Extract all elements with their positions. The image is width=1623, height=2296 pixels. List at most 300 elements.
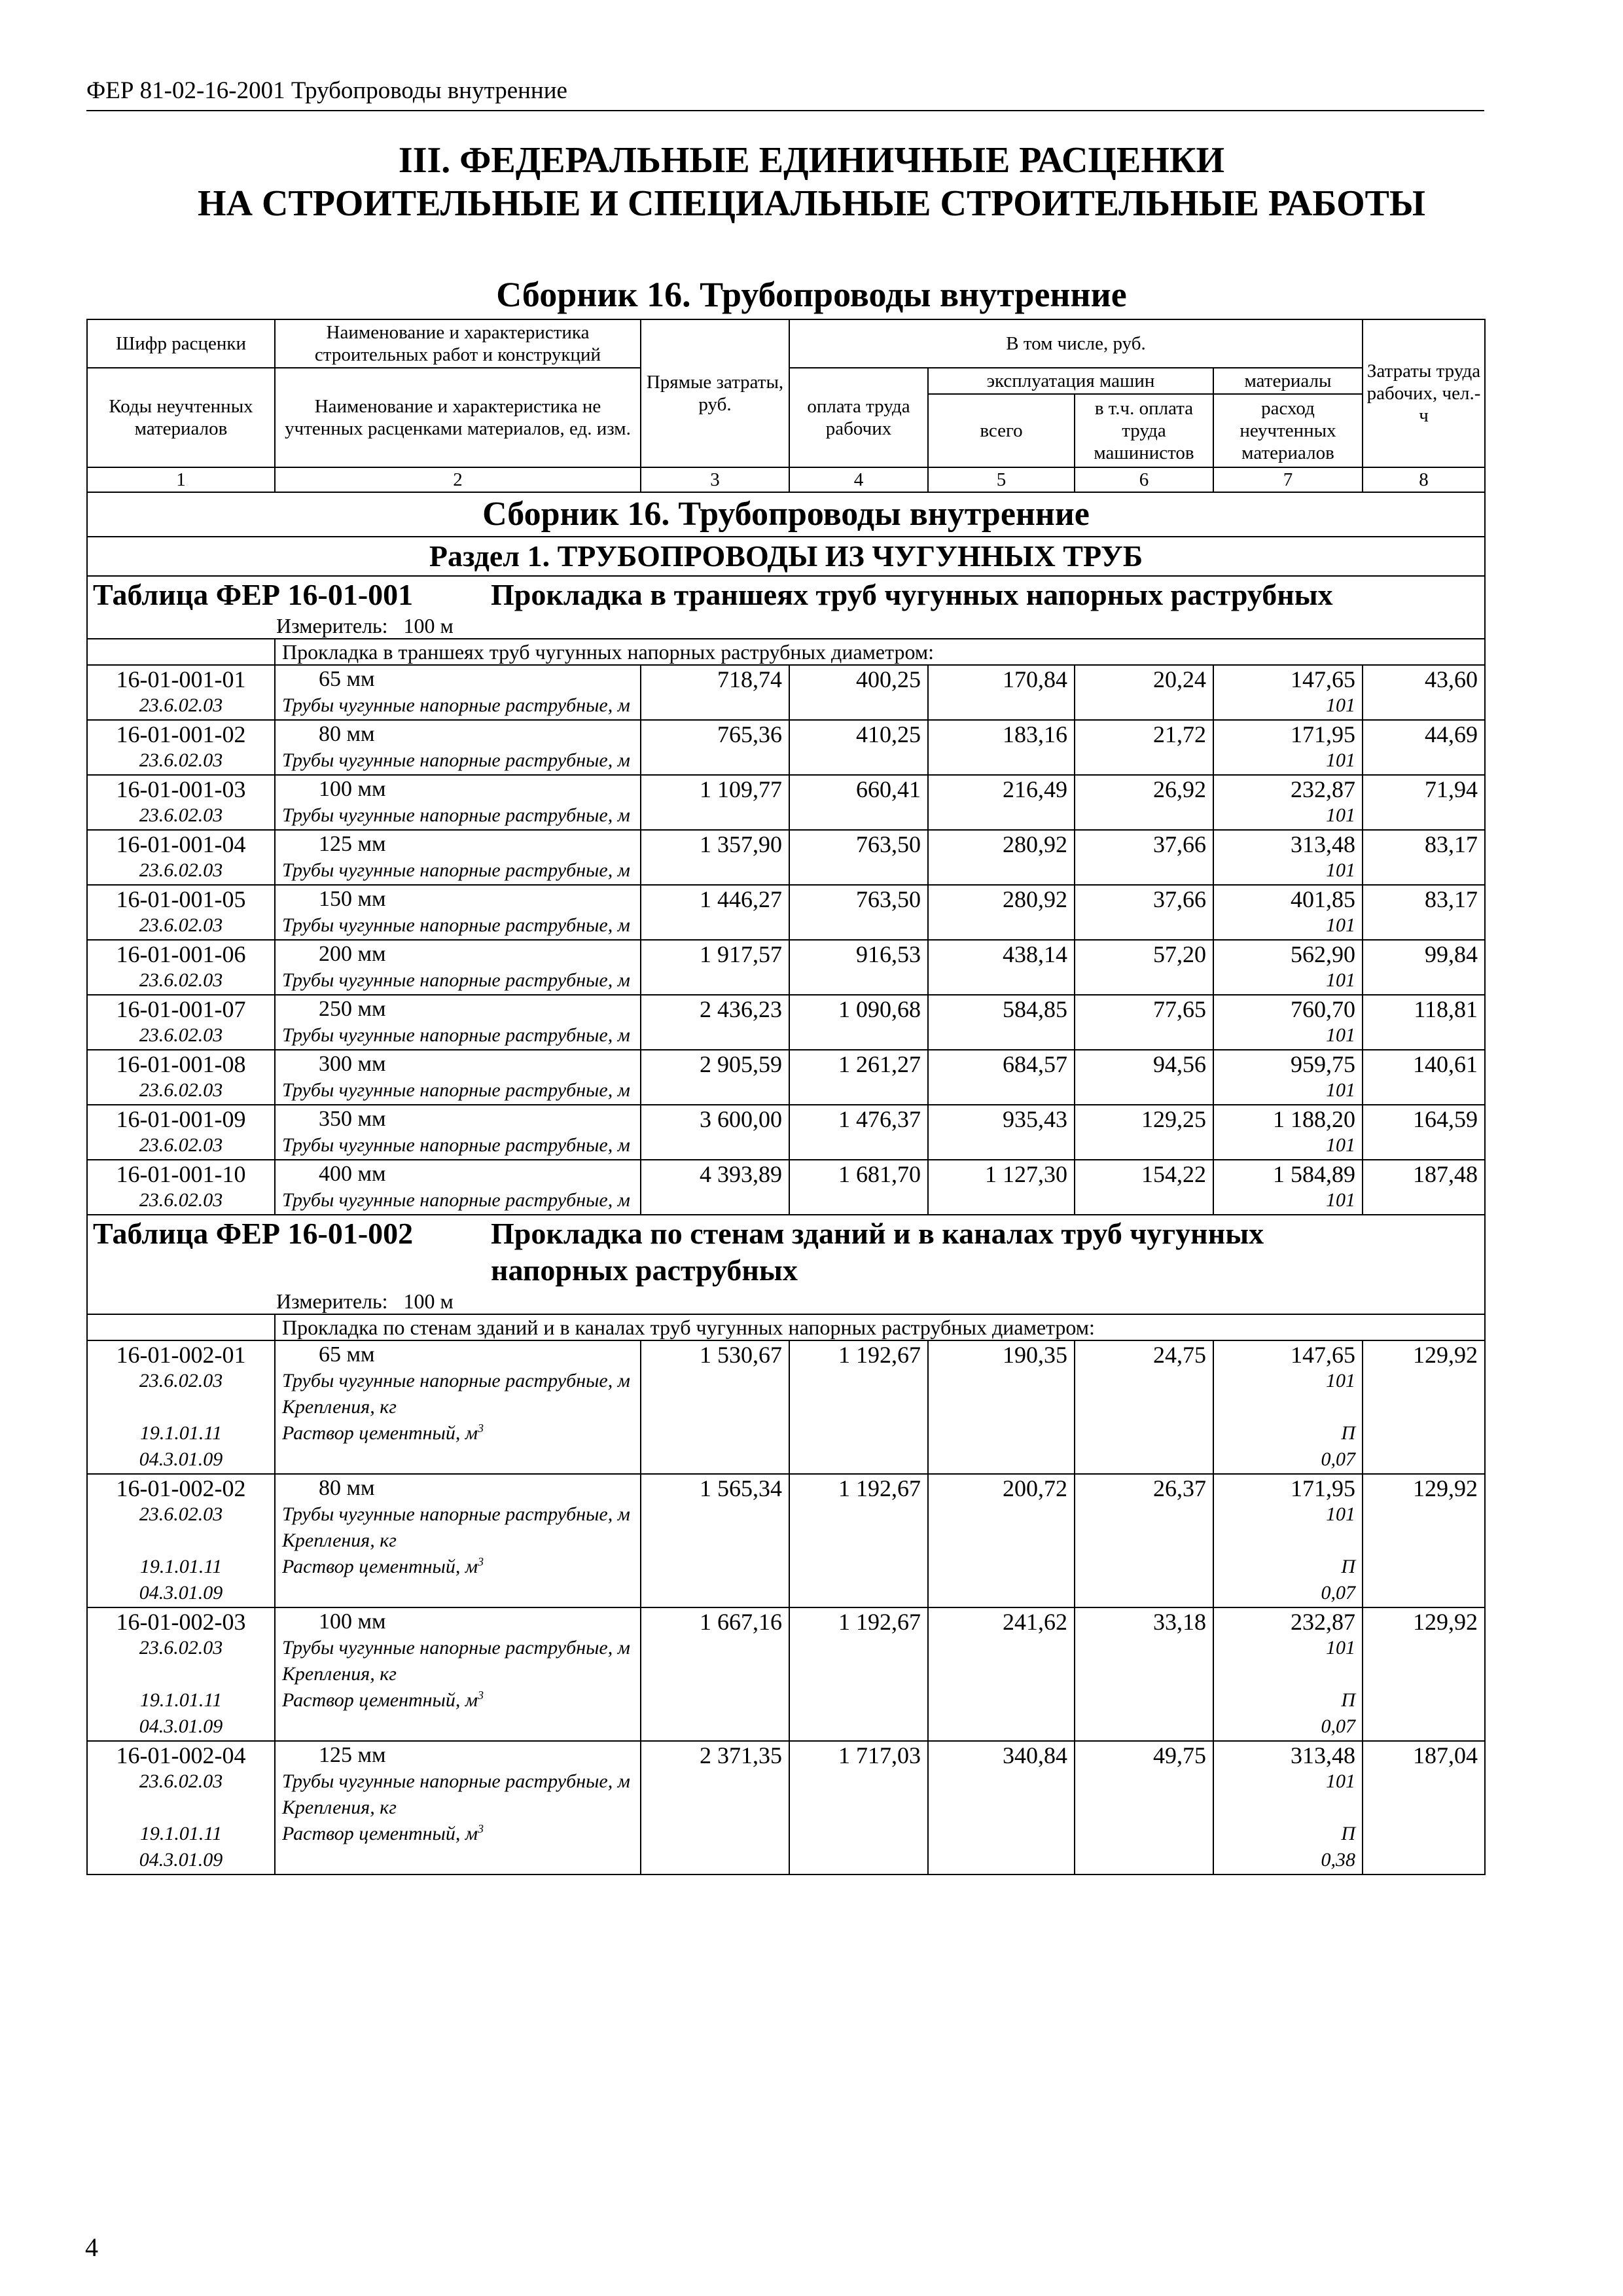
material-qty: 101 (1326, 1134, 1355, 1156)
rate-code-cell (87, 995, 275, 1050)
rate-name: 100 мм (319, 777, 386, 801)
rate-hours: 44,69 (1363, 720, 1485, 775)
material-code: 23.6.02.03 (139, 694, 223, 716)
material-code: 04.3.01.09 (139, 1715, 223, 1737)
material-name-text: Трубы чугунные напорные раструбные, м (282, 969, 630, 991)
rate-row (87, 995, 1485, 1050)
rate-name-cell (275, 830, 641, 885)
rate-mach: 935,43 (928, 1105, 1075, 1160)
page-title-line1: III. ФЕДЕРАЛЬНЫЕ ЕДИНИЧНЫЕ РАСЦЕНКИ (398, 140, 1225, 181)
rate-hours: 43,60 (1363, 665, 1485, 720)
rate-mach: 1 127,30 (928, 1160, 1075, 1215)
material-qty: П (1341, 1556, 1355, 1577)
material-code: 04.3.01.09 (139, 1849, 223, 1871)
material-code: 23.6.02.03 (139, 1370, 223, 1391)
rate-hours: 129,92 (1363, 1474, 1485, 1607)
material-name (282, 1022, 633, 1049)
table2-rows (87, 1340, 1485, 1874)
rate-materials-cell (1213, 995, 1363, 1050)
material-name (282, 1528, 633, 1554)
rate-name: 80 мм (319, 1476, 375, 1500)
rate-hours: 187,48 (1363, 1160, 1485, 1215)
rate-mat: 760,70 (1291, 996, 1355, 1022)
measure-label: Измеритель: (276, 614, 388, 637)
material-name-text: Трубы чугунные напорные раструбные, м (282, 749, 630, 771)
rate-mach: 584,85 (928, 995, 1075, 1050)
rate-mach: 438,14 (928, 940, 1075, 995)
material-code: 19.1.01.11 (139, 1556, 223, 1577)
material-name-text: Крепления, кг (282, 1396, 397, 1418)
material-qty: 101 (1326, 749, 1355, 771)
material-qty: 0,38 (1321, 1849, 1355, 1871)
material-name (282, 1368, 633, 1394)
header-machines: эксплуатация машин (928, 368, 1213, 394)
header-col1-bottom: Коды неучтенных материалов (87, 368, 275, 467)
table2-name: Прокладка по стенам зданий и в каналах труб чугунных напорных раструбных (491, 1217, 1264, 1287)
rate-name-cell (275, 1607, 641, 1741)
rate-mach-labor: 24,75 (1075, 1340, 1213, 1474)
rate-name-cell (275, 995, 641, 1050)
measure-label: Измеритель: (276, 1289, 388, 1313)
rate-hours: 129,92 (1363, 1340, 1485, 1474)
rate-direct: 1 357,90 (641, 830, 789, 885)
table2-measure-row (87, 1289, 1485, 1314)
material-code: 23.6.02.03 (139, 804, 223, 826)
material-unit-exponent: 3 (477, 1555, 484, 1568)
material-name-text: Крепления, кг (282, 1530, 397, 1551)
rate-mach-labor: 26,37 (1075, 1474, 1213, 1607)
material-qty: 101 (1326, 1637, 1355, 1659)
rate-code: 16-01-001-04 (116, 831, 246, 857)
material-code: 23.6.02.03 (139, 1770, 223, 1792)
rate-mach-labor: 154,22 (1075, 1160, 1213, 1215)
rate-hours: 187,04 (1363, 1741, 1485, 1874)
material-code: 23.6.02.03 (139, 859, 223, 881)
material-name-text: Раствор цементный, м (282, 1422, 478, 1444)
header-col1-top: Шифр расценки (87, 319, 275, 368)
rate-mach-labor: 26,92 (1075, 775, 1213, 830)
rate-code-cell (87, 885, 275, 940)
rate-mat: 1 188,20 (1273, 1106, 1355, 1132)
rate-direct: 1 917,57 (641, 940, 789, 995)
rate-mach: 340,84 (928, 1741, 1075, 1874)
rate-mach-labor: 77,65 (1075, 995, 1213, 1050)
material-name-text: Крепления, кг (282, 1663, 397, 1685)
rate-labor: 660,41 (789, 775, 928, 830)
rate-name-cell (275, 1474, 641, 1607)
rate-mat: 959,75 (1291, 1051, 1355, 1077)
rate-name: 200 мм (319, 942, 386, 966)
rates-table-wrapper (86, 319, 1484, 1875)
table1-prefix: Прокладка в траншеях труб чугунных напорных раструбных диаметром: (275, 639, 1485, 665)
header-col5: всего (928, 394, 1075, 467)
rate-name-cell (275, 1050, 641, 1105)
rate-code: 16-01-001-05 (116, 886, 246, 912)
rate-name: 350 мм (319, 1107, 386, 1131)
material-code: 23.6.02.03 (139, 1189, 223, 1211)
rate-row (87, 1105, 1485, 1160)
material-qty: 101 (1326, 804, 1355, 826)
material-qty: 0,07 (1321, 1448, 1355, 1470)
header-col4: оплата труда рабочих (789, 368, 928, 467)
material-name-text: Раствор цементный, м (282, 1823, 478, 1844)
rate-code-cell (87, 665, 275, 720)
rate-mat: 313,48 (1291, 831, 1355, 857)
table2-prefix-row (87, 1314, 1485, 1340)
rate-code-cell (87, 720, 275, 775)
column-number: 6 (1075, 467, 1213, 492)
material-name (282, 692, 633, 719)
rate-direct: 2 905,59 (641, 1050, 789, 1105)
material-code: 23.6.02.03 (139, 1079, 223, 1101)
table1-measure-row (87, 613, 1485, 639)
rate-code: 16-01-001-09 (116, 1106, 246, 1132)
material-unit-exponent: 3 (477, 1822, 484, 1835)
rate-labor: 763,50 (789, 830, 928, 885)
rate-hours: 83,17 (1363, 830, 1485, 885)
column-number: 7 (1213, 467, 1363, 492)
rate-name-cell (275, 1741, 641, 1874)
rate-direct: 4 393,89 (641, 1160, 789, 1215)
rate-name: 250 мм (319, 997, 386, 1021)
material-name-text: Раствор цементный, м (282, 1556, 478, 1577)
rate-direct: 3 600,00 (641, 1105, 789, 1160)
material-name (282, 802, 633, 829)
rate-name-cell (275, 1105, 641, 1160)
rate-materials-cell (1213, 1741, 1363, 1874)
material-qty: 101 (1326, 1370, 1355, 1391)
rate-labor: 916,53 (789, 940, 928, 995)
rate-materials-cell (1213, 665, 1363, 720)
rate-name: 150 мм (319, 887, 386, 911)
material-name-text: Трубы чугунные напорные раструбные, м (282, 1770, 630, 1792)
rate-direct: 1 109,77 (641, 775, 789, 830)
header-col2-top: Наименование и характеристика строительных работ и конструкций (275, 319, 641, 368)
material-unit-exponent: 3 (477, 1689, 484, 1702)
rate-name: 65 мм (319, 1342, 375, 1367)
rate-mach: 183,16 (928, 720, 1075, 775)
rate-mat: 562,90 (1291, 941, 1355, 967)
material-qty: 101 (1326, 1770, 1355, 1792)
material-name-text: Трубы чугунные напорные раструбные, м (282, 1079, 630, 1101)
rate-materials-cell (1213, 885, 1363, 940)
rate-hours: 118,81 (1363, 995, 1485, 1050)
material-qty: 101 (1326, 1079, 1355, 1101)
column-number: 1 (87, 467, 275, 492)
material-name-text: Трубы чугунные напорные раструбные, м (282, 1637, 630, 1659)
header-col2-bottom: Наименование и характеристика не учтенных расценками материалов, ед. изм. (275, 368, 641, 467)
material-code: 23.6.02.03 (139, 969, 223, 991)
rate-labor: 1 476,37 (789, 1105, 928, 1160)
rate-mach-labor: 94,56 (1075, 1050, 1213, 1105)
material-qty: 101 (1326, 1503, 1355, 1525)
rate-code-cell (87, 1607, 275, 1741)
material-name (282, 1554, 633, 1580)
material-name (282, 857, 633, 884)
material-name-text: Раствор цементный, м (282, 1689, 478, 1711)
rate-mat: 1 584,89 (1273, 1161, 1355, 1187)
rate-mach-labor: 33,18 (1075, 1607, 1213, 1741)
rate-hours: 164,59 (1363, 1105, 1485, 1160)
rate-materials-cell (1213, 1050, 1363, 1105)
rate-materials-cell (1213, 775, 1363, 830)
rate-mat: 147,65 (1291, 1342, 1355, 1368)
rate-name: 65 мм (319, 667, 375, 691)
rate-materials-cell (1213, 940, 1363, 995)
material-name-text: Трубы чугунные напорные раструбные, м (282, 1189, 630, 1211)
material-code: 19.1.01.11 (139, 1422, 223, 1444)
measure-value: 100 м (403, 1289, 454, 1313)
rate-materials-cell (1213, 830, 1363, 885)
material-name-text: Трубы чугунные напорные раструбные, м (282, 1024, 630, 1046)
rate-name: 400 мм (319, 1162, 386, 1186)
rates-table (86, 319, 1486, 1875)
rate-mach: 170,84 (928, 665, 1075, 720)
rate-labor: 1 261,27 (789, 1050, 928, 1105)
rate-code-cell (87, 1474, 275, 1607)
rate-mach-labor: 129,25 (1075, 1105, 1213, 1160)
measure-value: 100 м (403, 614, 454, 637)
material-name (282, 912, 633, 939)
rate-code: 16-01-001-02 (116, 721, 246, 747)
material-qty: 101 (1326, 1024, 1355, 1046)
rate-direct: 718,74 (641, 665, 789, 720)
running-header: ФЕР 81-02-16-2001 Трубопроводы внутренние (86, 77, 1484, 111)
table2-title-row (87, 1215, 1485, 1289)
rate-labor: 410,25 (789, 720, 928, 775)
material-name (282, 1635, 633, 1661)
table-header (87, 319, 1485, 492)
rate-mat: 232,87 (1291, 776, 1355, 802)
rate-name-cell (275, 1160, 641, 1215)
material-name-text: Трубы чугунные напорные раструбные, м (282, 1503, 630, 1525)
column-number: 4 (789, 467, 928, 492)
rate-mach: 241,62 (928, 1607, 1075, 1741)
rate-labor: 1 681,70 (789, 1160, 928, 1215)
section-headers (87, 492, 1485, 665)
rate-materials-cell (1213, 1340, 1363, 1474)
page-number: 4 (85, 2233, 98, 2262)
rate-code: 16-01-001-06 (116, 941, 246, 967)
material-name (282, 1661, 633, 1687)
material-qty: 101 (1326, 1189, 1355, 1211)
rate-mach: 280,92 (928, 830, 1075, 885)
page-title (0, 139, 1623, 225)
rate-mat: 171,95 (1291, 721, 1355, 747)
rate-mach: 684,57 (928, 1050, 1075, 1105)
header-col7: расход неучтенных материалов (1213, 394, 1363, 467)
rate-mach: 200,72 (928, 1474, 1075, 1607)
rate-materials-cell (1213, 1607, 1363, 1741)
rate-mat: 147,65 (1291, 666, 1355, 692)
rate-labor: 763,50 (789, 885, 928, 940)
rate-direct: 1 530,67 (641, 1340, 789, 1474)
rate-row (87, 940, 1485, 995)
material-qty: 101 (1326, 969, 1355, 991)
table1-title-row (87, 576, 1485, 613)
table2-code: Таблица ФЕР 16-01-002 (93, 1217, 414, 1250)
rate-labor: 400,25 (789, 665, 928, 720)
material-code: 04.3.01.09 (139, 1582, 223, 1604)
rate-hours: 99,84 (1363, 940, 1485, 995)
rate-name-cell (275, 720, 641, 775)
section-heading: Раздел 1. ТРУБОПРОВОДЫ ИЗ ЧУГУННЫХ ТРУБ (87, 537, 1485, 576)
column-number: 3 (641, 467, 789, 492)
rate-mat: 171,95 (1291, 1475, 1355, 1501)
rate-row (87, 720, 1485, 775)
rate-row (87, 775, 1485, 830)
rate-name-cell (275, 885, 641, 940)
rate-row (87, 830, 1485, 885)
material-qty: 0,07 (1321, 1582, 1355, 1604)
rate-code-cell (87, 775, 275, 830)
rate-row (87, 885, 1485, 940)
rate-mach-labor: 37,66 (1075, 885, 1213, 940)
rate-direct: 2 371,35 (641, 1741, 789, 1874)
header-col3: Прямые затраты, руб. (641, 319, 789, 467)
material-name (282, 1821, 633, 1847)
rate-code: 16-01-001-01 (116, 666, 246, 692)
rate-direct: 1 446,27 (641, 885, 789, 940)
rate-name: 125 мм (319, 1743, 386, 1767)
rate-mach-labor: 20,24 (1075, 665, 1213, 720)
material-qty: 0,07 (1321, 1715, 1355, 1737)
material-code: 19.1.01.11 (139, 1689, 223, 1711)
material-qty: 101 (1326, 859, 1355, 881)
rate-row (87, 665, 1485, 720)
header-materials: материалы (1213, 368, 1363, 394)
rate-row (87, 1741, 1485, 1874)
table1-code: Таблица ФЕР 16-01-001 (93, 578, 414, 611)
material-name (282, 1687, 633, 1713)
rate-row (87, 1050, 1485, 1105)
header-col8: Затраты труда рабочих, чел.-ч (1363, 319, 1485, 467)
rate-mat: 232,87 (1291, 1609, 1355, 1635)
rate-code-cell (87, 1741, 275, 1874)
material-code: 04.3.01.09 (139, 1448, 223, 1470)
material-code: 23.6.02.03 (139, 1024, 223, 1046)
material-qty: 101 (1326, 694, 1355, 716)
column-number: 8 (1363, 467, 1485, 492)
collection-heading: Сборник 16. Трубопроводы внутренние (87, 492, 1485, 537)
rate-code-cell (87, 830, 275, 885)
header-col6: в т.ч. оплата труда машинистов (1075, 394, 1213, 467)
material-name (282, 1795, 633, 1821)
rate-row (87, 1607, 1485, 1741)
rate-code-cell (87, 940, 275, 995)
rate-code: 16-01-001-10 (116, 1161, 246, 1187)
rate-code: 16-01-002-04 (116, 1742, 246, 1768)
rate-mach: 216,49 (928, 775, 1075, 830)
rate-direct: 1 565,34 (641, 1474, 789, 1607)
material-name (282, 1501, 633, 1528)
page-title-line2: НА СТРОИТЕЛЬНЫЕ И СПЕЦИАЛЬНЫЕ СТРОИТЕЛЬНЫЕ РАБОТЫ (198, 183, 1425, 224)
material-qty: П (1341, 1823, 1355, 1844)
table1-name: Прокладка в траншеях труб чугунных напорных раструбных (491, 578, 1333, 611)
rate-code: 16-01-001-07 (116, 996, 246, 1022)
rate-labor: 1 717,03 (789, 1741, 928, 1874)
material-code: 23.6.02.03 (139, 1637, 223, 1659)
rate-materials-cell (1213, 1160, 1363, 1215)
rate-labor: 1 192,67 (789, 1340, 928, 1474)
rate-name: 80 мм (319, 722, 375, 746)
rate-row (87, 1474, 1485, 1607)
rate-code-cell (87, 1340, 275, 1474)
material-name (282, 1187, 633, 1213)
table2-prefix: Прокладка по стенам зданий и в каналах труб чугунных напорных раструбных диаметром: (275, 1314, 1485, 1340)
rate-mach-labor: 57,20 (1075, 940, 1213, 995)
rate-name-cell (275, 775, 641, 830)
table2-headers (87, 1215, 1485, 1340)
rate-code: 16-01-002-02 (116, 1475, 246, 1501)
material-name-text: Трубы чугунные напорные раструбные, м (282, 804, 630, 826)
material-name-text: Трубы чугунные напорные раструбные, м (282, 1370, 630, 1391)
material-unit-exponent: 3 (477, 1422, 484, 1435)
rate-hours: 129,92 (1363, 1607, 1485, 1741)
rate-labor: 1 192,67 (789, 1607, 928, 1741)
rate-mach-labor: 37,66 (1075, 830, 1213, 885)
material-name (282, 1077, 633, 1103)
rate-mach-labor: 21,72 (1075, 720, 1213, 775)
rate-mach: 280,92 (928, 885, 1075, 940)
table1-rows (87, 665, 1485, 1215)
material-qty: П (1341, 1689, 1355, 1711)
column-number: 5 (928, 467, 1075, 492)
rate-name-cell (275, 1340, 641, 1474)
rate-materials-cell (1213, 1474, 1363, 1607)
material-name-text: Трубы чугунные напорные раструбные, м (282, 914, 630, 936)
material-name (282, 1768, 633, 1795)
rate-code: 16-01-001-08 (116, 1051, 246, 1077)
material-qty: 101 (1326, 914, 1355, 936)
material-name (282, 967, 633, 994)
rate-name-cell (275, 940, 641, 995)
material-code: 23.6.02.03 (139, 1503, 223, 1525)
rate-code: 16-01-002-01 (116, 1342, 246, 1368)
rate-hours: 140,61 (1363, 1050, 1485, 1105)
material-name (282, 1394, 633, 1420)
material-code: 23.6.02.03 (139, 749, 223, 771)
material-qty: П (1341, 1422, 1355, 1444)
rate-name-cell (275, 665, 641, 720)
rate-row (87, 1340, 1485, 1474)
rate-labor: 1 090,68 (789, 995, 928, 1050)
rate-name: 100 мм (319, 1609, 386, 1634)
rate-mat: 313,48 (1291, 1742, 1355, 1768)
rate-code: 16-01-002-03 (116, 1609, 246, 1635)
material-name-text: Трубы чугунные напорные раструбные, м (282, 694, 630, 716)
rate-hours: 71,94 (1363, 775, 1485, 830)
rate-materials-cell (1213, 1105, 1363, 1160)
column-numbers-row (87, 467, 1485, 492)
rate-mach: 190,35 (928, 1340, 1075, 1474)
material-name (282, 1420, 633, 1446)
rate-code-cell (87, 1105, 275, 1160)
rate-row (87, 1160, 1485, 1215)
rate-hours: 83,17 (1363, 885, 1485, 940)
rate-mat: 401,85 (1291, 886, 1355, 912)
table1-prefix-row (87, 639, 1485, 665)
column-number: 2 (275, 467, 641, 492)
material-name-text: Трубы чугунные напорные раструбные, м (282, 859, 630, 881)
collection-title: Сборник 16. Трубопроводы внутренние (496, 275, 1127, 314)
rate-code-cell (87, 1160, 275, 1215)
rate-labor: 1 192,67 (789, 1474, 928, 1607)
material-name (282, 1132, 633, 1158)
material-name-text: Трубы чугунные напорные раструбные, м (282, 1134, 630, 1156)
rate-name: 300 мм (319, 1052, 386, 1076)
rate-direct: 1 667,16 (641, 1607, 789, 1741)
